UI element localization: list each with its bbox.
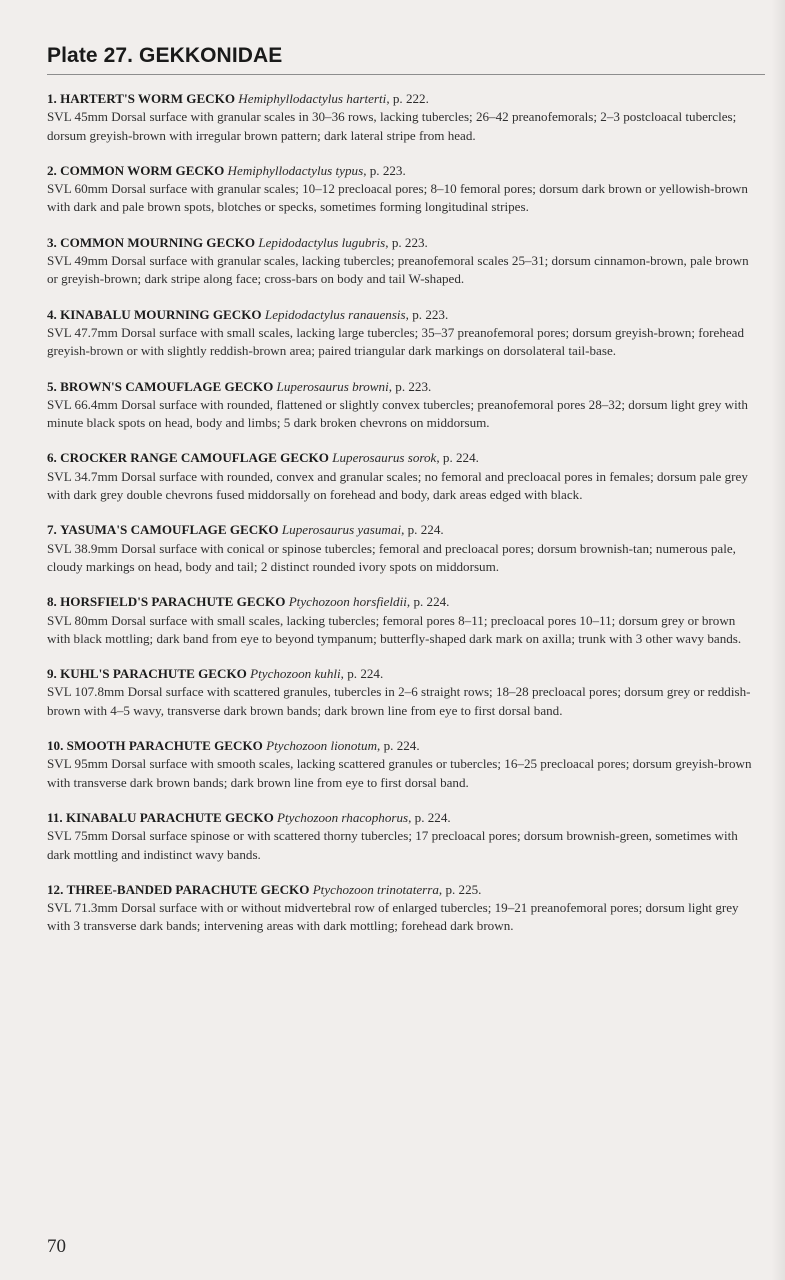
species-description: SVL 49mm Dorsal surface with granular scales, lacking tubercles; preanofemoral scales 25–31; dorsum cinnamon-brown, pale brown or greyish-brown; dark stripe along face; cross-bars on body and tail W-shaped. xyxy=(47,253,749,287)
page-reference: , p. 225. xyxy=(438,881,482,897)
common-name: SMOOTH PARACHUTE GECKO xyxy=(66,738,263,754)
common-name: THREE-BANDED PARACHUTE GECKO xyxy=(66,881,310,897)
species-description: SVL 107.8mm Dorsal surface with scattered granules, tubercles in 2–6 straight rows; 18–28 precloacal pores; dorsum grey or reddish-brown with 4–5 wavy, transverse dark brown bands; dark brown line from eye to first dorsal band. xyxy=(47,684,751,718)
species-description: SVL 66.4mm Dorsal surface with rounded, flattened or slightly convex tubercles; preanofemoral pores 28–32; dorsum light grey with minute black spots on head, body and limbs; 5 dark broken chevrons on middorsum. xyxy=(47,396,748,431)
species-entry xyxy=(47,306,759,361)
species-entry xyxy=(47,162,759,217)
entry-number: 2. xyxy=(47,162,57,178)
page-reference: , p. 224. xyxy=(436,450,479,466)
species-entry xyxy=(47,234,759,289)
scientific-name: Ptychozoon rhacophorus xyxy=(277,809,409,825)
entry-heading xyxy=(47,162,759,180)
species-list xyxy=(47,90,759,953)
scientific-name: Hemiphyllodactylus typus xyxy=(227,162,364,178)
species-description: SVL 71.3mm Dorsal surface with or without midvertebral row of enlarged tubercles; 19–21 preanofemoral pores; dorsum light grey with 3 transverse dark bands; intervening areas with dark mottling; forehead dark brown. xyxy=(47,900,739,934)
species-entry xyxy=(47,809,759,864)
page-reference: , p. 224. xyxy=(401,522,444,538)
page-reference: , p. 224. xyxy=(340,666,384,682)
scientific-name: Ptychozoon horsfieldii xyxy=(288,594,407,610)
scientific-name: Lepidodactylus lugubris xyxy=(258,234,386,250)
species-description: SVL 80mm Dorsal surface with small scales, lacking tubercles; femoral pores 8–11; precloacal pores 10–11; dorsum grey or brown with black mottling; dark band from eye to beyond tympanum; butterfly-shaped dark mark on axilla; trunk with 3 other wavy bands. xyxy=(47,612,742,646)
common-name: KINABALU PARACHUTE GECKO xyxy=(65,809,274,825)
species-description: SVL 47.7mm Dorsal surface with small scales, lacking large tubercles; 35–37 preanofemoral pores; dorsum greyish-brown; forehead greyish-brown or with slightly reddish-brown area; paired triangular dark markings on dorsolateral tail-base. xyxy=(47,324,745,359)
species-entry xyxy=(47,521,759,576)
page-reference: , p. 223. xyxy=(363,162,406,178)
scientific-name: Luperosaurus sorok xyxy=(332,450,437,466)
page-number: 70 xyxy=(47,1236,66,1257)
page-reference: , p. 223. xyxy=(405,306,449,322)
entry-heading xyxy=(47,737,759,755)
entry-heading xyxy=(47,306,759,324)
entry-heading xyxy=(47,234,759,252)
species-description: SVL 38.9mm Dorsal surface with conical or spinose tubercles; femoral and precloacal pores; dorsum brownish-tan; numerous pale, cloudy markings on head, body and tail; 2 distinct rounded ivory spots on middorsum. xyxy=(47,540,736,574)
common-name: KINABALU MOURNING GECKO xyxy=(60,306,262,322)
entry-number: 5. xyxy=(47,378,57,394)
entry-number: 3. xyxy=(47,234,57,250)
page-edge-shadow xyxy=(771,0,785,1280)
species-description: SVL 60mm Dorsal surface with granular scales; 10–12 precloacal pores; 8–10 femoral pores; dorsum dark brown or yellowish-brown with dark and pale brown spots, blotches or specks, sometimes forming longitudinal stripes. xyxy=(47,181,748,215)
entry-number: 1. xyxy=(47,91,57,106)
species-description: SVL 75mm Dorsal surface spinose or with scattered thorny tubercles; 17 precloacal pores; dorsum brownish-green, sometimes with dark mottling and indistinct wavy bands. xyxy=(47,828,738,862)
common-name: KUHL'S PARACHUTE GECKO xyxy=(60,666,247,682)
species-description: SVL 95mm Dorsal surface with smooth scales, lacking scattered granules or tubercles; 16–25 precloacal pores; dorsum greyish-brown with transverse dark brown bands; dark brown line from eye to first dorsal band. xyxy=(47,756,752,790)
common-name: COMMON MOURNING GECKO xyxy=(60,234,256,250)
scientific-name: Luperosaurus yasumai xyxy=(281,522,402,538)
scientific-name: Luperosaurus browni xyxy=(276,378,389,394)
scientific-name: Ptychozoon lionotum xyxy=(266,738,378,754)
scientific-name: Ptychozoon trinotaterra xyxy=(312,881,439,897)
entry-heading xyxy=(47,521,759,539)
species-description: SVL 34.7mm Dorsal surface with rounded, convex and granular scales; no femoral and precloacal pores in females; dorsum pale grey with dark grey double chevrons fused middorsally on forehead and body, dark areas edged with black. xyxy=(47,468,748,503)
entry-number: 4. xyxy=(47,306,57,322)
species-entry xyxy=(47,665,759,720)
scientific-name: Ptychozoon kuhli xyxy=(250,666,341,682)
entry-number: 7. xyxy=(47,522,57,538)
page-reference: , p. 224. xyxy=(406,594,450,610)
entry-number: 10. xyxy=(47,738,64,754)
entry-number: 9. xyxy=(47,666,57,682)
plate-title: Plate 27. GEKKONIDAE xyxy=(47,44,283,67)
page-reference: , p. 222. xyxy=(386,91,429,106)
common-name: COMMON WORM GECKO xyxy=(60,162,225,178)
common-name: BROWN'S CAMOUFLAGE GECKO xyxy=(60,378,274,394)
scientific-name: Lepidodactylus ranauensis xyxy=(264,306,406,322)
entry-number: 8. xyxy=(47,594,57,610)
species-entry xyxy=(47,881,759,936)
entry-heading xyxy=(47,378,759,396)
species-entry xyxy=(47,378,759,433)
common-name: YASUMA'S CAMOUFLAGE GECKO xyxy=(60,522,279,538)
entry-number: 12. xyxy=(47,881,64,897)
species-description: SVL 45mm Dorsal surface with granular scales in 30–36 rows, lacking tubercles; 26–42 preanofemorals; 2–3 postcloacal tubercles; dorsum greyish-brown with irregular brown pattern; dark lateral stripe from head. xyxy=(47,109,737,143)
species-entry xyxy=(47,90,759,145)
entry-heading xyxy=(47,90,759,108)
common-name: HORSFIELD'S PARACHUTE GECKO xyxy=(60,594,286,610)
page-reference: , p. 223. xyxy=(388,378,432,394)
entry-number: 11. xyxy=(47,809,63,825)
entry-heading xyxy=(47,449,759,467)
title-divider xyxy=(47,74,765,75)
common-name: HARTERT'S WORM GECKO xyxy=(60,91,236,106)
page-reference: , p. 223. xyxy=(385,234,428,250)
entry-number: 6. xyxy=(47,450,57,466)
entry-heading xyxy=(47,593,759,611)
entry-heading xyxy=(47,881,759,899)
page-reference: , p. 224. xyxy=(408,809,451,825)
scientific-name: Hemiphyllodactylus harterti xyxy=(238,91,387,106)
common-name: CROCKER RANGE CAMOUFLAGE GECKO xyxy=(60,450,329,466)
entry-heading xyxy=(47,665,759,683)
entry-heading xyxy=(47,809,759,827)
species-entry xyxy=(47,593,759,648)
species-entry xyxy=(47,449,759,504)
page-reference: , p. 224. xyxy=(377,738,420,754)
species-entry xyxy=(47,737,759,792)
